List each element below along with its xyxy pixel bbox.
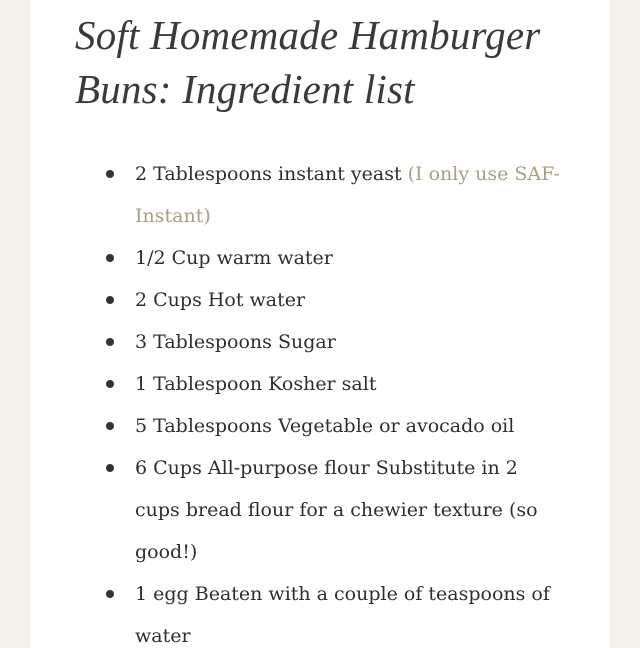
- ingredient-text: 6 Cups All-purpose flour Substitute in 2 cups bread flour for a chewier texture (so good!): [135, 457, 538, 563]
- bullet-icon: [106, 254, 114, 262]
- page-title: Soft Homemade Hamburger Buns: Ingredient list: [75, 12, 541, 112]
- ingredient-text: 1 Tablespoon Kosher salt: [135, 373, 377, 395]
- bullet-icon: [106, 464, 114, 472]
- ingredient-text: 3 Tablespoons Sugar: [135, 331, 336, 353]
- list-item: [106, 321, 566, 363]
- list-item: [106, 573, 566, 648]
- bullet-icon: [106, 170, 114, 178]
- list-item: [106, 279, 566, 321]
- list-item: [106, 447, 566, 573]
- bullet-icon: [106, 422, 114, 430]
- list-item: [106, 363, 566, 405]
- recipe-card: [30, 0, 610, 648]
- ingredient-text: 1 egg Beaten with a couple of teaspoons of water: [135, 583, 550, 647]
- bullet-icon: [106, 296, 114, 304]
- bullet-icon: [106, 380, 114, 388]
- ingredient-note: (I only use SAF-Instant): [135, 163, 560, 227]
- ingredient-list: [106, 153, 566, 648]
- list-item: [106, 237, 566, 279]
- bullet-icon: [106, 338, 114, 346]
- ingredient-text: 5 Tablespoons Vegetable or avocado oil: [135, 415, 515, 437]
- bullet-icon: [106, 590, 114, 598]
- ingredient-text: 2 Cups Hot water: [135, 289, 306, 311]
- ingredient-text: 1/2 Cup warm water: [135, 247, 333, 269]
- list-item: [106, 153, 566, 237]
- list-item: [106, 405, 566, 447]
- ingredient-text: 2 Tablespoons instant yeast: [135, 163, 402, 185]
